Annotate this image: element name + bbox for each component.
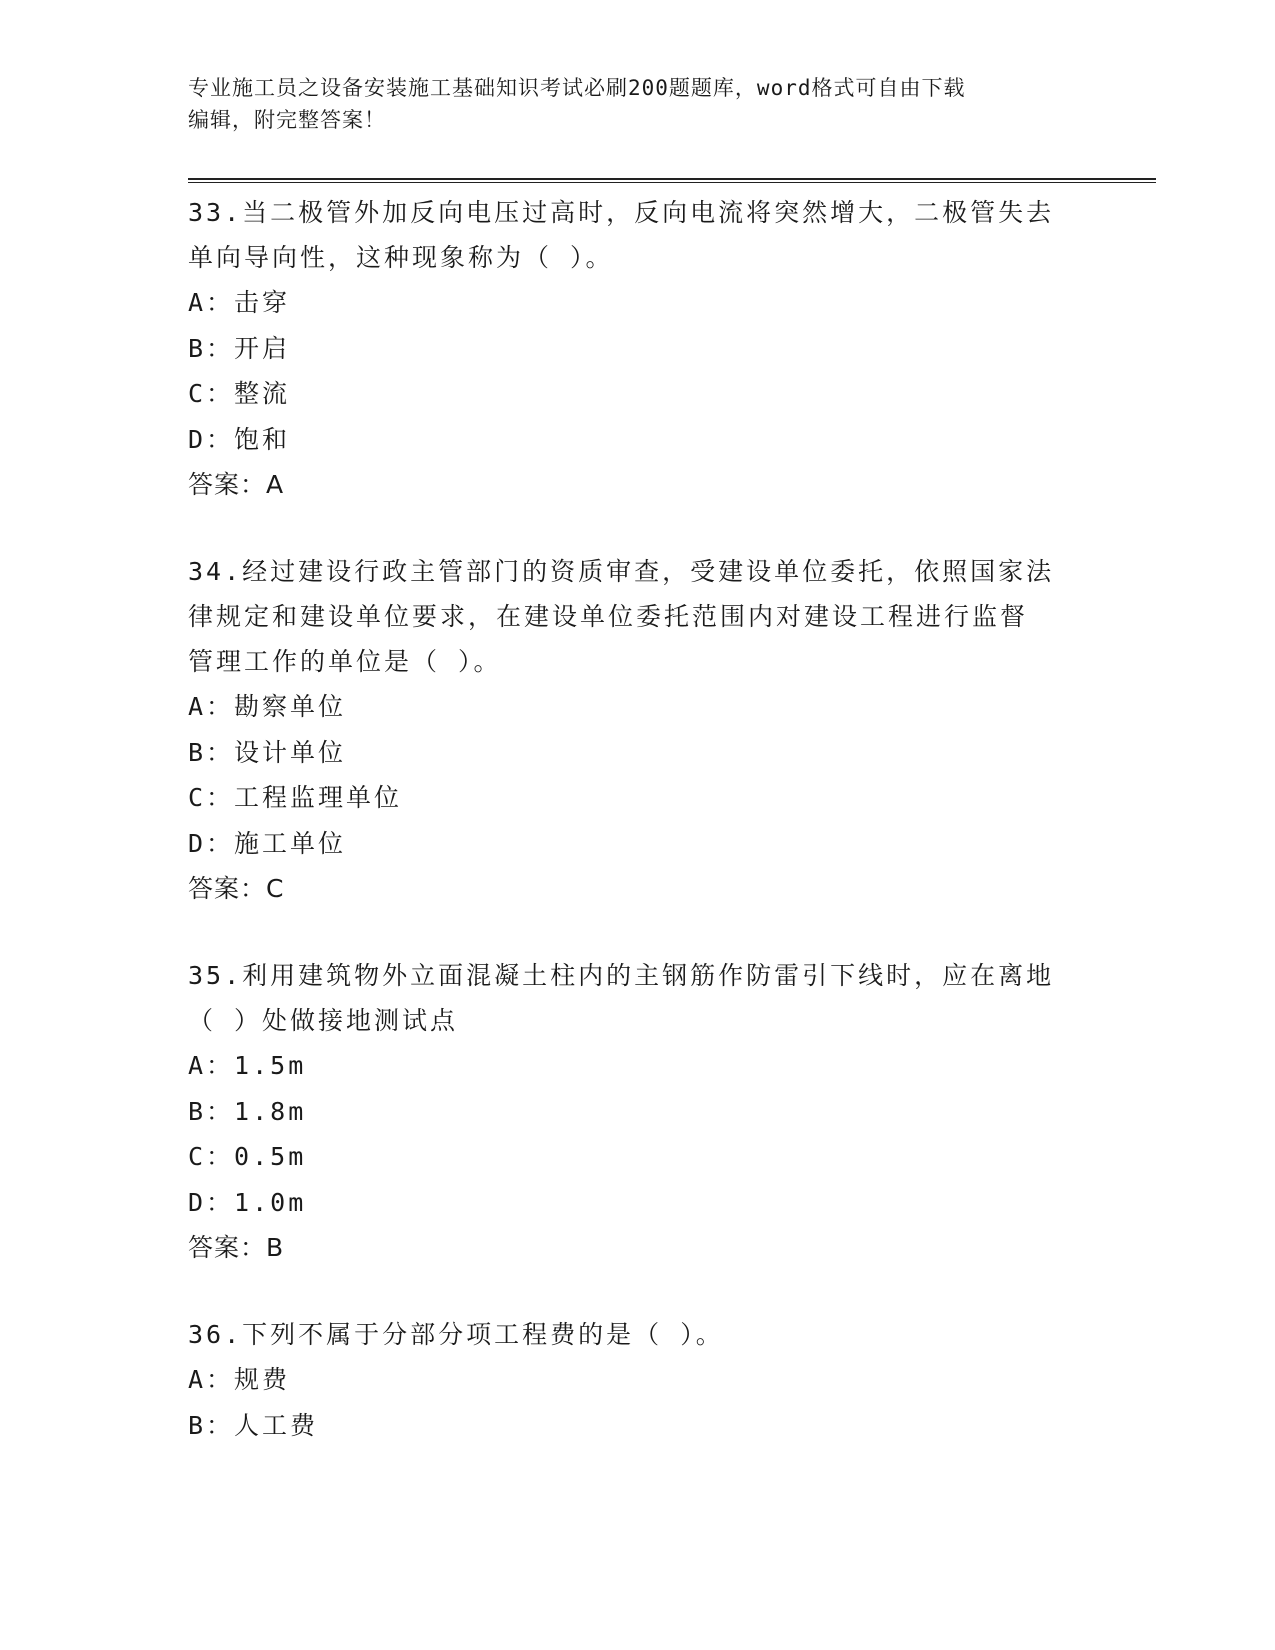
- question-34: [188, 549, 1088, 911]
- option-c: C：整流: [188, 379, 291, 408]
- option-b: B：人工费: [188, 1410, 319, 1440]
- question-text-line: 33.当二极管外加反向电压过高时，反向电流将突然增大，二极管失去: [188, 198, 1055, 227]
- option-a: A：击穿: [188, 288, 291, 317]
- option-a: A：规费: [188, 1365, 291, 1394]
- question-text-line: 单向导向性，这种现象称为（ ）。: [188, 243, 614, 272]
- question-text-line: 律规定和建设单位要求，在建设单位委托范围内对建设工程进行监督: [188, 602, 1029, 631]
- header-divider: [188, 178, 1156, 180]
- document-header: [188, 72, 1088, 136]
- header-divider-thin: [188, 182, 1156, 183]
- option-d: D：饱和: [188, 424, 291, 454]
- option-b: B：1.8m: [188, 1096, 307, 1126]
- question-list: [188, 190, 1088, 1448]
- question-text-line: 34.经过建设行政主管部门的资质审查，受建设单位委托，依照国家法: [188, 557, 1055, 586]
- answer: 答案：A: [188, 470, 285, 499]
- option-d: D：施工单位: [188, 828, 347, 858]
- question-33: [188, 190, 1088, 507]
- option-c: C：0.5m: [188, 1142, 307, 1171]
- option-b: B：设计单位: [188, 737, 347, 767]
- answer: 答案：B: [188, 1233, 285, 1262]
- question-text-line: 管理工作的单位是（ ）。: [188, 647, 502, 676]
- option-c: C：工程监理单位: [188, 783, 403, 812]
- option-a: A：勘察单位: [188, 692, 347, 721]
- option-b: B：开启: [188, 333, 291, 363]
- answer: 答案：C: [188, 874, 285, 903]
- option-a: A：1.5m: [188, 1051, 307, 1080]
- question-36: [188, 1312, 1088, 1448]
- header-line-2: 编辑，附完整答案！: [188, 108, 386, 132]
- question-text-line: 36.下列不属于分部分项工程费的是（ ）。: [188, 1320, 724, 1349]
- question-text-line: （ ）处做接地测试点: [188, 1006, 459, 1035]
- header-line-1: 专业施工员之设备安装施工基础知识考试必刷200题题库，word格式可自由下载: [188, 76, 966, 100]
- question-text-line: 35.利用建筑物外立面混凝土柱内的主钢筋作防雷引下线时，应在离地: [188, 961, 1055, 990]
- option-d: D：1.0m: [188, 1187, 307, 1217]
- question-35: [188, 953, 1088, 1270]
